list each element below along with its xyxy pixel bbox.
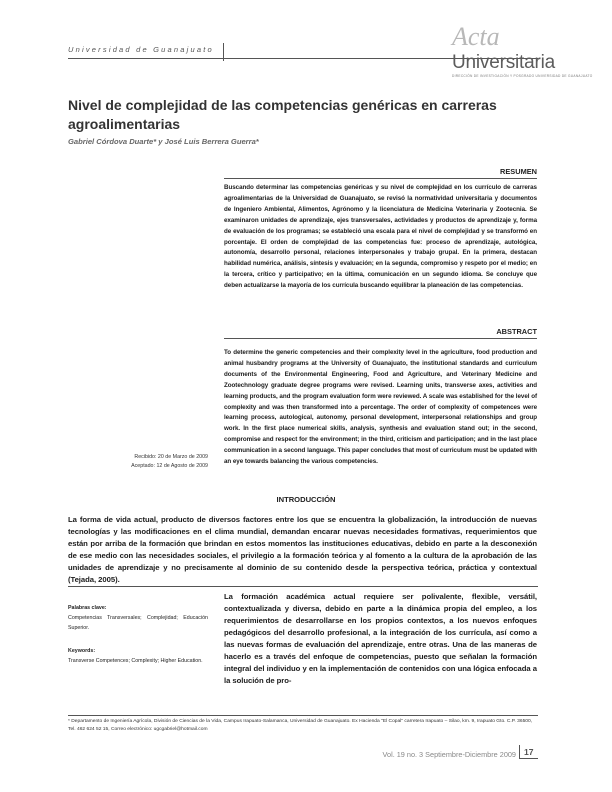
intro-heading: INTRODUCCIÓN [276,495,336,504]
footnote: * Departamento de Ingeniería Agrícola, División de Ciencias de la Vida, Campus Irapuato-Salamanca, Universidad de Guanajuato. Ex Hacienda "El Copal" carretera Irapuato – Silao, km. 9, Irapuato Gto. C.P. 36500, Tel. 462 624 52 15, Correo electrónico: ugcgabriel@hotmail.com [68,719,533,732]
header-divider [223,43,224,61]
article-dates [108,453,208,471]
section-rule [68,586,538,587]
keywords-en-text: Transverse Competences; Complexity; Higher Education. [68,657,203,664]
accepted-date: Aceptado: 12 de Agosto de 2009 [131,463,208,469]
journal-logo-acta: Acta [452,22,500,51]
page-number-rule [519,758,538,759]
received-date: Recibido: 20 de Marzo de 2009 [134,454,208,460]
footnote-rule [68,715,538,716]
issue-info: Vol. 19 no. 3 Septiembre-Diciembre 2009 [382,750,516,759]
university-label: Universidad de Guanajuato [68,45,214,54]
journal-logo-universitaria: Universitaria [452,52,555,73]
keywords-es-text: Competencias Transversales; Complejidad; Educación Superior. [68,614,208,631]
keywords-es [68,604,208,633]
keywords-en-title: Keywords: [68,648,96,654]
abstract-text: To determine the generic competencies and their complexity level in the agriculture, food production and animal husbandry programs at the University of Guanajuato, the institutional standards and curriculum documents of the Environmental Engineering, Food and Agriculture, and Veterinary Medicine and Zootechnology graduate degree programs were revised. Learning units, transverse axes, activities and learning products, and the program evaluation form were reviewed. A scale was established for the level of complexity and was then transformed into a percentage. The order of complexity of competences were learning process, autological, autonomy, personal development, interpersonal relationships and group work. In the first place numerical skills, analysis, synthesis and evaluation stand out; in the second, compromise and respect for the environment; in the third, criticism and participation; and in the last place communication in a second language. This paper concludes that most of curriculum must be updated with an eye towards balancing the various competencies. [224,349,537,466]
keywords-es-title: Palabras clave: [68,605,107,611]
intro-paragraph-1: La forma de vida actual, producto de diversos factores entre los que se encuentra la globalización, la introducción de nuevas tecnologías y las modificaciones en el clima mundial, demandan encarar nuevas necesidades formativas, requerimientos que están por arriba de la formación que brindan en estos momentos las instituciones educativas, debido en parte a la desconexión de ese medio con las necesidades sociales, el privilegio a la formación teórica y al fomento a la cultura de la aprobación de las unidades de aprendizaje y no precisamente al dominio de su contenido desde la perspectiva teórica, práctica y contextual (Tejada, 2005). [68,515,537,584]
article-authors: Gabriel Córdova Duarte* y José Luis Berrera Guerra* [68,137,259,146]
journal-logo-subtitle: DIRECCIÓN DE INVESTIGACIÓN Y POSGRADO UNIVERSIDAD DE GUANAJUATO [452,74,593,78]
page-number-divider [519,745,520,758]
page-number: 17 [524,747,534,757]
keywords-en [68,647,208,667]
abstract-heading: ABSTRACT [224,327,537,339]
intro-paragraph-2: La formación académica actual requiere ser polivalente, flexible, versátil, contextualizada y diversa, debido en parte a la dinámica propia del empleo, a los requerimientos de desarrollarse en los propios contextos, a los nuevos enfoques pedagógicos del desarrollo profesional, a la integración de los currícula, así como a las nuevas formas de evaluación del aprendizaje, entre otras. Una de las maneras de hacerlo es a través del enfoque de competencias, puesto que señalan la formación integral del individuo y en la implementación de contenidos con una lógica enfocada a la solución de pro- [224,592,537,685]
resumen-text: Buscando determinar las competencias genéricas y su nivel de complejidad en los currículo de carreras agroalimentarias de la Universidad de Guanajuato, se revisó la normatividad universitaria y documentos de Ingeniero Ambiental, Alimentos, Agrónomo y la licenciatura de Medicina Veterinaria y Zootecnia. Se examinaron unidades de aprendizaje, ejes transversales, actividades y productos de aprendizaje y, forma de evaluación de los programas; se estableció una escala para el nivel de complejidad y se transformó en porcentaje. El orden de complejidad de las competencias fue: proceso de aprendizaje, autológica, autonomía, desarrollo personal, relaciones interpersonales y trabajo grupal. En la primera, destacan habilidad numérica, análisis, síntesis y evaluación; en la segunda, compromiso y respeto por el medio; en la tercera, crítico y participativo; en la última, comunicación en un segundo idioma. Se concluye que deben actualizarse la mayoría de los currícula buscando equilibrar la planeación de las competencias. [224,184,537,290]
resumen-heading: RESUMEN [224,167,537,179]
article-title: Nivel de complejidad de las competencias genéricas en carreras agroalimentarias [68,97,497,132]
